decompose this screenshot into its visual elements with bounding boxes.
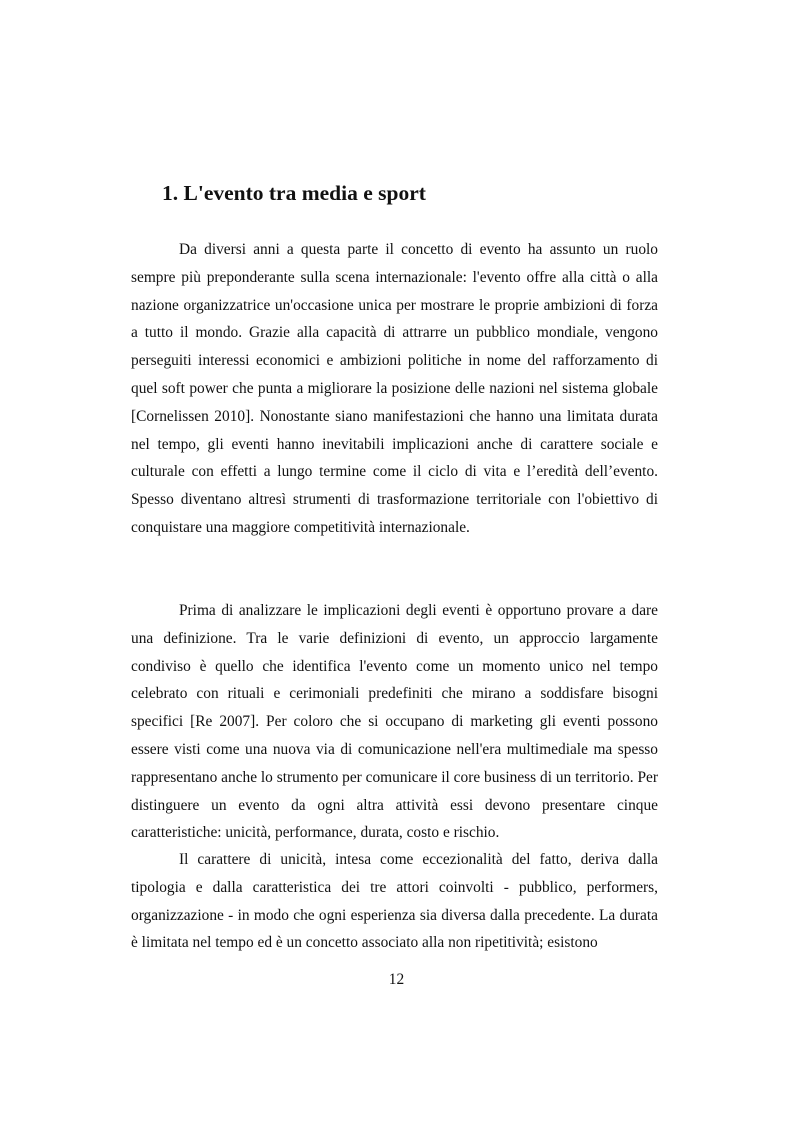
page-number: 12 — [388, 971, 405, 988]
chapter-title: 1. L'evento tra media e sport — [162, 181, 426, 205]
paragraph-text: Prima di analizzare le implicazioni degli eventi è opportuno provare a dare una definizione. Tra le varie definizioni di evento, un approccio largamente condiviso è quello che identifica l'evento come un momento unico nel tempo celebrato con rituali e cerimoniali predefiniti che mirano a soddisfare bisogni specifici [Re 2007]. Per coloro che si occupano di marketing gli eventi possono essere visti come una nuova via di comunicazione nell'era multimediale ma spesso rappresentano anche lo strumento per comunicare il core business di un territorio. Per distinguere un evento da ogni altra attività essi devono presentare cinque caratteristiche: unicità, performance, durata, costo e rischio. — [131, 602, 658, 842]
paragraph-block — [131, 236, 658, 542]
paragraph-block — [131, 597, 658, 847]
paragraph-block — [131, 846, 658, 957]
paragraph-text: Da diversi anni a questa parte il concetto di evento ha assunto un ruolo sempre più preponderante sulla scena internazionale: l'evento offre alla città o alla nazione organizzatrice un'occasione unica per mostrare le proprie ambizioni di forza a tutto il mondo. Grazie alla capacità di attrarre un pubblico mondiale, vengono perseguiti interessi economici e ambizioni politiche in nome del rafforzamento di quel soft power che punta a migliorare la posizione delle nazioni nel sistema globale [Cornelissen 2010]. Nonostante siano manifestazioni che hanno una limitata durata nel tempo, gli eventi hanno inevitabili implicazioni anche di carattere sociale e culturale con effetti a lungo termine come il ciclo di vita e l’eredità dell’evento. Spesso diventano altresì strumenti di trasformazione territoriale con l'obiettivo di conquistare una maggiore competitività internazionale. — [131, 241, 658, 536]
paragraph-text: Il carattere di unicità, intesa come eccezionalità del fatto, deriva dalla tipologia e dalla caratteristica dei tre attori coinvolti - pubblico, performers, organizzazione - in modo che ogni esperienza sia diversa dalla precedente. La durata è limitata nel tempo ed è un concetto associato alla non ripetitività; esistono — [131, 851, 658, 952]
